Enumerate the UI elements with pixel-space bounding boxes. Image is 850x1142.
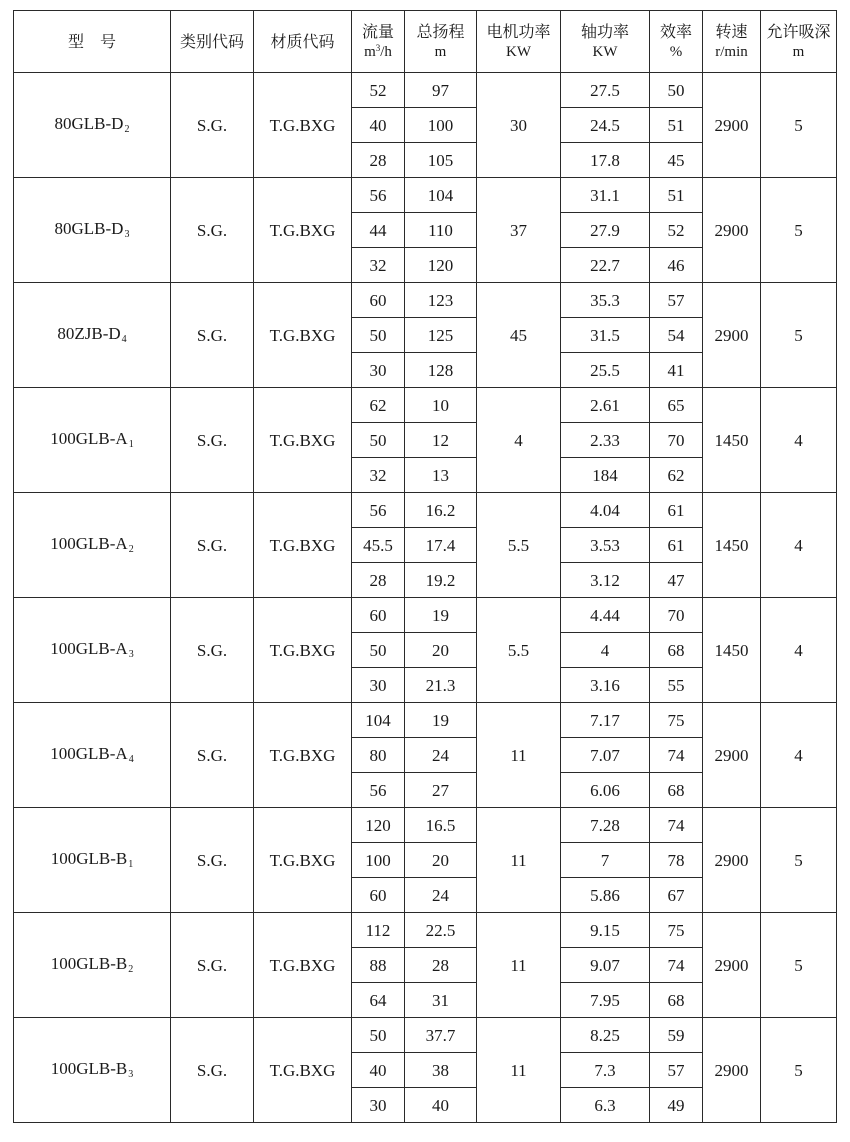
- head-cell: 10: [405, 388, 477, 423]
- head-cell: 16.2: [405, 493, 477, 528]
- suction-cell: 5: [761, 283, 837, 388]
- model-cell: $100GLB-B_3$: [14, 1018, 171, 1123]
- model-cell: $80GLB-D_3$: [14, 178, 171, 283]
- speed-cell: 2900: [703, 808, 761, 913]
- suction-cell: 4: [761, 703, 837, 808]
- shaft-power-cell: 3.53: [561, 528, 650, 563]
- efficiency-cell: 70: [650, 423, 703, 458]
- model-cell: $100GLB-B_1$: [14, 808, 171, 913]
- material-code-cell: T.G.BXG: [254, 1018, 352, 1123]
- flow-cell: 56: [352, 178, 405, 213]
- shaft-power-cell: 184: [561, 458, 650, 493]
- motor-power-cell: 11: [477, 703, 561, 808]
- efficiency-cell: 61: [650, 528, 703, 563]
- efficiency-cell: 68: [650, 983, 703, 1018]
- flow-cell: 44: [352, 213, 405, 248]
- speed-cell: 1450: [703, 598, 761, 703]
- head-cell: 24: [405, 878, 477, 913]
- motor-power-cell: 11: [477, 1018, 561, 1123]
- head-cell: 19: [405, 703, 477, 738]
- motor-power-cell: 4: [477, 388, 561, 493]
- speed-cell: 2900: [703, 283, 761, 388]
- material-code-cell: T.G.BXG: [254, 913, 352, 1018]
- header-speed: 转速 r/min: [703, 11, 761, 73]
- flow-cell: 30: [352, 353, 405, 388]
- shaft-power-cell: 9.07: [561, 948, 650, 983]
- flow-cell: 100: [352, 843, 405, 878]
- category-code-cell: S.G.: [171, 283, 254, 388]
- efficiency-cell: 70: [650, 598, 703, 633]
- category-code-cell: S.G.: [171, 1018, 254, 1123]
- category-code-cell: S.G.: [171, 73, 254, 178]
- suction-cell: 5: [761, 178, 837, 283]
- suction-cell: 5: [761, 808, 837, 913]
- motor-power-cell: 5.5: [477, 598, 561, 703]
- flow-cell: 56: [352, 773, 405, 808]
- head-cell: 125: [405, 318, 477, 353]
- flow-cell: 32: [352, 458, 405, 493]
- speed-cell: 2900: [703, 913, 761, 1018]
- suction-cell: 4: [761, 493, 837, 598]
- table-row: [14, 703, 837, 738]
- shaft-power-cell: 7.95: [561, 983, 650, 1018]
- material-code-cell: T.G.BXG: [254, 283, 352, 388]
- motor-power-cell: 11: [477, 913, 561, 1018]
- table-row: [14, 283, 837, 318]
- shaft-power-cell: 7.17: [561, 703, 650, 738]
- header-shaft-power: 轴功率 KW: [561, 11, 650, 73]
- efficiency-cell: 47: [650, 563, 703, 598]
- material-code-cell: T.G.BXG: [254, 178, 352, 283]
- shaft-power-cell: 5.86: [561, 878, 650, 913]
- shaft-power-cell: 4: [561, 633, 650, 668]
- flow-cell: 50: [352, 423, 405, 458]
- header-suction: 允许吸深 m: [761, 11, 837, 73]
- efficiency-cell: 49: [650, 1088, 703, 1123]
- efficiency-cell: 75: [650, 913, 703, 948]
- head-cell: 40: [405, 1088, 477, 1123]
- flow-cell: 60: [352, 598, 405, 633]
- head-cell: 16.5: [405, 808, 477, 843]
- head-cell: 110: [405, 213, 477, 248]
- speed-cell: 2900: [703, 1018, 761, 1123]
- material-code-cell: T.G.BXG: [254, 598, 352, 703]
- category-code-cell: S.G.: [171, 703, 254, 808]
- shaft-power-cell: 27.5: [561, 73, 650, 108]
- efficiency-cell: 45: [650, 143, 703, 178]
- category-code-cell: S.G.: [171, 808, 254, 913]
- suction-cell: 4: [761, 598, 837, 703]
- efficiency-cell: 59: [650, 1018, 703, 1053]
- shaft-power-cell: 35.3: [561, 283, 650, 318]
- flow-cell: 60: [352, 878, 405, 913]
- header-category-code: 类别代码: [171, 11, 254, 73]
- model-cell: $100GLB-A_2$: [14, 493, 171, 598]
- material-code-cell: T.G.BXG: [254, 73, 352, 178]
- shaft-power-cell: 7.07: [561, 738, 650, 773]
- flow-cell: 28: [352, 143, 405, 178]
- category-code-cell: S.G.: [171, 493, 254, 598]
- head-cell: 21.3: [405, 668, 477, 703]
- shaft-power-cell: 8.25: [561, 1018, 650, 1053]
- model-cell: $100GLB-A_4$: [14, 703, 171, 808]
- head-cell: 31: [405, 983, 477, 1018]
- model-cell: $100GLB-B_2$: [14, 913, 171, 1018]
- head-cell: 22.5: [405, 913, 477, 948]
- efficiency-cell: 62: [650, 458, 703, 493]
- table-row: [14, 598, 837, 633]
- model-cell: $80ZJB-D_4$: [14, 283, 171, 388]
- efficiency-cell: 51: [650, 108, 703, 143]
- suction-cell: 5: [761, 73, 837, 178]
- efficiency-cell: 74: [650, 738, 703, 773]
- efficiency-cell: 57: [650, 1053, 703, 1088]
- material-code-cell: T.G.BXG: [254, 388, 352, 493]
- flow-cell: 30: [352, 668, 405, 703]
- header-flow: 流量 $m^3/h$: [352, 11, 405, 73]
- shaft-power-cell: 25.5: [561, 353, 650, 388]
- flow-cell: 50: [352, 318, 405, 353]
- efficiency-cell: 46: [650, 248, 703, 283]
- flow-cell: 80: [352, 738, 405, 773]
- header-efficiency: 效率 %: [650, 11, 703, 73]
- speed-cell: 2900: [703, 178, 761, 283]
- flow-cell: 50: [352, 1018, 405, 1053]
- shaft-power-cell: 3.12: [561, 563, 650, 598]
- efficiency-cell: 61: [650, 493, 703, 528]
- head-cell: 104: [405, 178, 477, 213]
- head-cell: 20: [405, 843, 477, 878]
- category-code-cell: S.G.: [171, 598, 254, 703]
- table-row: [14, 913, 837, 948]
- flow-cell: 40: [352, 108, 405, 143]
- flow-cell: 62: [352, 388, 405, 423]
- efficiency-cell: 67: [650, 878, 703, 913]
- flow-cell: 56: [352, 493, 405, 528]
- shaft-power-cell: 27.9: [561, 213, 650, 248]
- header-row: [14, 11, 837, 73]
- flow-cell: 120: [352, 808, 405, 843]
- head-cell: 17.4: [405, 528, 477, 563]
- shaft-power-cell: 22.7: [561, 248, 650, 283]
- efficiency-cell: 50: [650, 73, 703, 108]
- efficiency-cell: 52: [650, 213, 703, 248]
- suction-cell: 5: [761, 913, 837, 1018]
- flow-cell: 60: [352, 283, 405, 318]
- head-cell: 120: [405, 248, 477, 283]
- flow-cell: 104: [352, 703, 405, 738]
- motor-power-cell: 11: [477, 808, 561, 913]
- table-row: [14, 73, 837, 108]
- head-cell: 20: [405, 633, 477, 668]
- model-cell: $80GLB-D_2$: [14, 73, 171, 178]
- flow-cell: 88: [352, 948, 405, 983]
- flow-cell: 64: [352, 983, 405, 1018]
- efficiency-cell: 41: [650, 353, 703, 388]
- category-code-cell: S.G.: [171, 178, 254, 283]
- efficiency-cell: 78: [650, 843, 703, 878]
- head-cell: 13: [405, 458, 477, 493]
- category-code-cell: S.G.: [171, 388, 254, 493]
- efficiency-cell: 65: [650, 388, 703, 423]
- efficiency-cell: 51: [650, 178, 703, 213]
- model-cell: $100GLB-A_1$: [14, 388, 171, 493]
- motor-power-cell: 37: [477, 178, 561, 283]
- table-row: [14, 1018, 837, 1053]
- category-code-cell: S.G.: [171, 913, 254, 1018]
- header-material-code: 材质代码: [254, 11, 352, 73]
- head-cell: 38: [405, 1053, 477, 1088]
- table-row: [14, 388, 837, 423]
- motor-power-cell: 5.5: [477, 493, 561, 598]
- efficiency-cell: 74: [650, 948, 703, 983]
- flow-cell: 45.5: [352, 528, 405, 563]
- efficiency-cell: 55: [650, 668, 703, 703]
- header-model: 型 号: [14, 11, 171, 73]
- shaft-power-cell: 24.5: [561, 108, 650, 143]
- flow-cell: 50: [352, 633, 405, 668]
- table-row: [14, 808, 837, 843]
- shaft-power-cell: 7.28: [561, 808, 650, 843]
- head-cell: 128: [405, 353, 477, 388]
- shaft-power-cell: 6.3: [561, 1088, 650, 1123]
- efficiency-cell: 75: [650, 703, 703, 738]
- speed-cell: 2900: [703, 703, 761, 808]
- shaft-power-cell: 31.5: [561, 318, 650, 353]
- header-flow-unit: $m^3/h$: [364, 43, 392, 61]
- speed-cell: 1450: [703, 493, 761, 598]
- efficiency-cell: 54: [650, 318, 703, 353]
- shaft-power-cell: 7.3: [561, 1053, 650, 1088]
- shaft-power-cell: 9.15: [561, 913, 650, 948]
- head-cell: 19.2: [405, 563, 477, 598]
- shaft-power-cell: 4.44: [561, 598, 650, 633]
- efficiency-cell: 68: [650, 633, 703, 668]
- flow-cell: 30: [352, 1088, 405, 1123]
- head-cell: 12: [405, 423, 477, 458]
- shaft-power-cell: 6.06: [561, 773, 650, 808]
- head-cell: 100: [405, 108, 477, 143]
- head-cell: 97: [405, 73, 477, 108]
- flow-cell: 112: [352, 913, 405, 948]
- material-code-cell: T.G.BXG: [254, 493, 352, 598]
- shaft-power-cell: 2.61: [561, 388, 650, 423]
- table-row: [14, 178, 837, 213]
- efficiency-cell: 74: [650, 808, 703, 843]
- table-row: [14, 493, 837, 528]
- efficiency-cell: 68: [650, 773, 703, 808]
- head-cell: 27: [405, 773, 477, 808]
- speed-cell: 1450: [703, 388, 761, 493]
- suction-cell: 5: [761, 1018, 837, 1123]
- shaft-power-cell: 17.8: [561, 143, 650, 178]
- material-code-cell: T.G.BXG: [254, 703, 352, 808]
- shaft-power-cell: 4.04: [561, 493, 650, 528]
- speed-cell: 2900: [703, 73, 761, 178]
- flow-cell: 52: [352, 73, 405, 108]
- shaft-power-cell: 31.1: [561, 178, 650, 213]
- head-cell: 123: [405, 283, 477, 318]
- head-cell: 105: [405, 143, 477, 178]
- motor-power-cell: 30: [477, 73, 561, 178]
- head-cell: 19: [405, 598, 477, 633]
- head-cell: 24: [405, 738, 477, 773]
- motor-power-cell: 45: [477, 283, 561, 388]
- head-cell: 37.7: [405, 1018, 477, 1053]
- suction-cell: 4: [761, 388, 837, 493]
- shaft-power-cell: 2.33: [561, 423, 650, 458]
- flow-cell: 32: [352, 248, 405, 283]
- shaft-power-cell: 3.16: [561, 668, 650, 703]
- flow-cell: 40: [352, 1053, 405, 1088]
- header-head: 总扬程 m: [405, 11, 477, 73]
- header-motor-power: 电机功率 KW: [477, 11, 561, 73]
- pump-spec-table: [13, 10, 837, 1123]
- model-cell: $100GLB-A_3$: [14, 598, 171, 703]
- material-code-cell: T.G.BXG: [254, 808, 352, 913]
- flow-cell: 28: [352, 563, 405, 598]
- efficiency-cell: 57: [650, 283, 703, 318]
- shaft-power-cell: 7: [561, 843, 650, 878]
- head-cell: 28: [405, 948, 477, 983]
